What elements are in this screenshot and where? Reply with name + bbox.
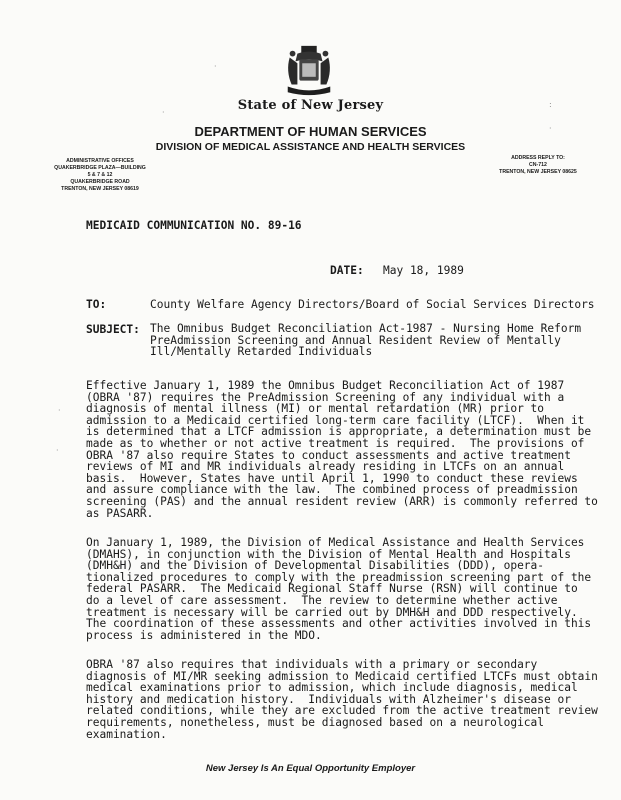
scan-speck: ·	[162, 108, 165, 117]
communication-number: MEDICAID COMMUNICATION NO. 89-16	[86, 219, 302, 232]
paragraph-2: On January 1, 1989, the Division of Medical Assistance and Health Services (DMAHS), in conjunction with the Division of Mental Health and Hospitals (DMH&H) and the Division of Developmental Disabilities (DDD), opera- tionalized procedures to comply with the preadmission screening part of the federal PASARR. The Medicaid Regional Staff Nurse (RSN) will continue to do a level of care assessment. The review to determine whether active treatment is necessary will be carried out by DMH&H and DDD respectively. The coordination of these assessments and other activities involved in this process is administered in the MDO.	[86, 536, 592, 642]
paragraph-3: OBRA '87 also requires that individuals with a primary or secondary diagnosis of MI/MR seeking admission to Medicaid certified LTCFs must obtain medical examinations prior to admission, which include diagnosis, medical history and medication history. Individuals with Alzheimer's disease or related conditions, while they are excluded from the active treatment review requirements, nonetheless, must be diagnosed based on a neurological examination.	[86, 658, 598, 741]
scan-speck: ·	[214, 62, 217, 71]
state-name: State of New Jersey	[237, 98, 384, 113]
state-seal-icon	[280, 42, 338, 100]
reply-address: ADDRESS REPLY TO: CN-712 TRENTON, NEW JERSEY 08625	[499, 155, 577, 175]
division-name: DIVISION OF MEDICAL ASSISTANCE AND HEALTH SERVICES	[155, 141, 466, 153]
subject-label: SUBJECT:	[86, 323, 140, 336]
scan-speck: :	[549, 100, 552, 109]
footer-equal-opportunity: New Jersey Is An Equal Opportunity Employer	[205, 763, 416, 774]
date-value: May 18, 1989	[383, 264, 464, 277]
to-recipients: County Welfare Agency Directors/Board of Social Services Directors	[150, 298, 595, 311]
scan-speck: ·	[56, 446, 59, 455]
paragraph-1: Effective January 1, 1989 the Omnibus Budget Reconciliation Act of 1987 (OBRA '87) requires the PreAdmission Screening of any individual with a diagnosis of mental illness (MI) or mental retardation (MR) prior to admission to a Medicaid certified long-term care facility (LTCF). When it is determined that a LTCF admission is appropriate, a determination must be made as to whether or not active treatment is required. The provisions of OBRA '87 also require States to conduct assessments and active treatment reviews of MI and MR individuals already residing in LTCFs on an annual basis. However, States have until April 1, 1990 to conduct these reviews and assure compliance with the law. The combined process of preadmission screening (PAS) and the annual resident review (ARR) is commonly referred to as PASARR.	[86, 379, 598, 520]
to-label: TO:	[86, 298, 107, 311]
scan-speck: ·	[58, 406, 61, 415]
date-label: DATE:	[330, 264, 364, 277]
department-name: DEPARTMENT OF HUMAN SERVICES	[194, 124, 427, 139]
scan-speck: ·	[549, 124, 552, 133]
administrative-offices-address: ADMINISTRATIVE OFFICES QUAKERBRIDGE PLAZA—BUILDING 5 & 7 & 12 QUAKERBRIDGE ROAD TRENTON, NEW JERSEY 08619	[54, 158, 146, 192]
subject-text: The Omnibus Budget Reconciliation Act-1987 - Nursing Home Reform PreAdmission Screening and Annual Resident Review of Mentally Ill/Mentally Retarded Individuals	[150, 322, 582, 359]
